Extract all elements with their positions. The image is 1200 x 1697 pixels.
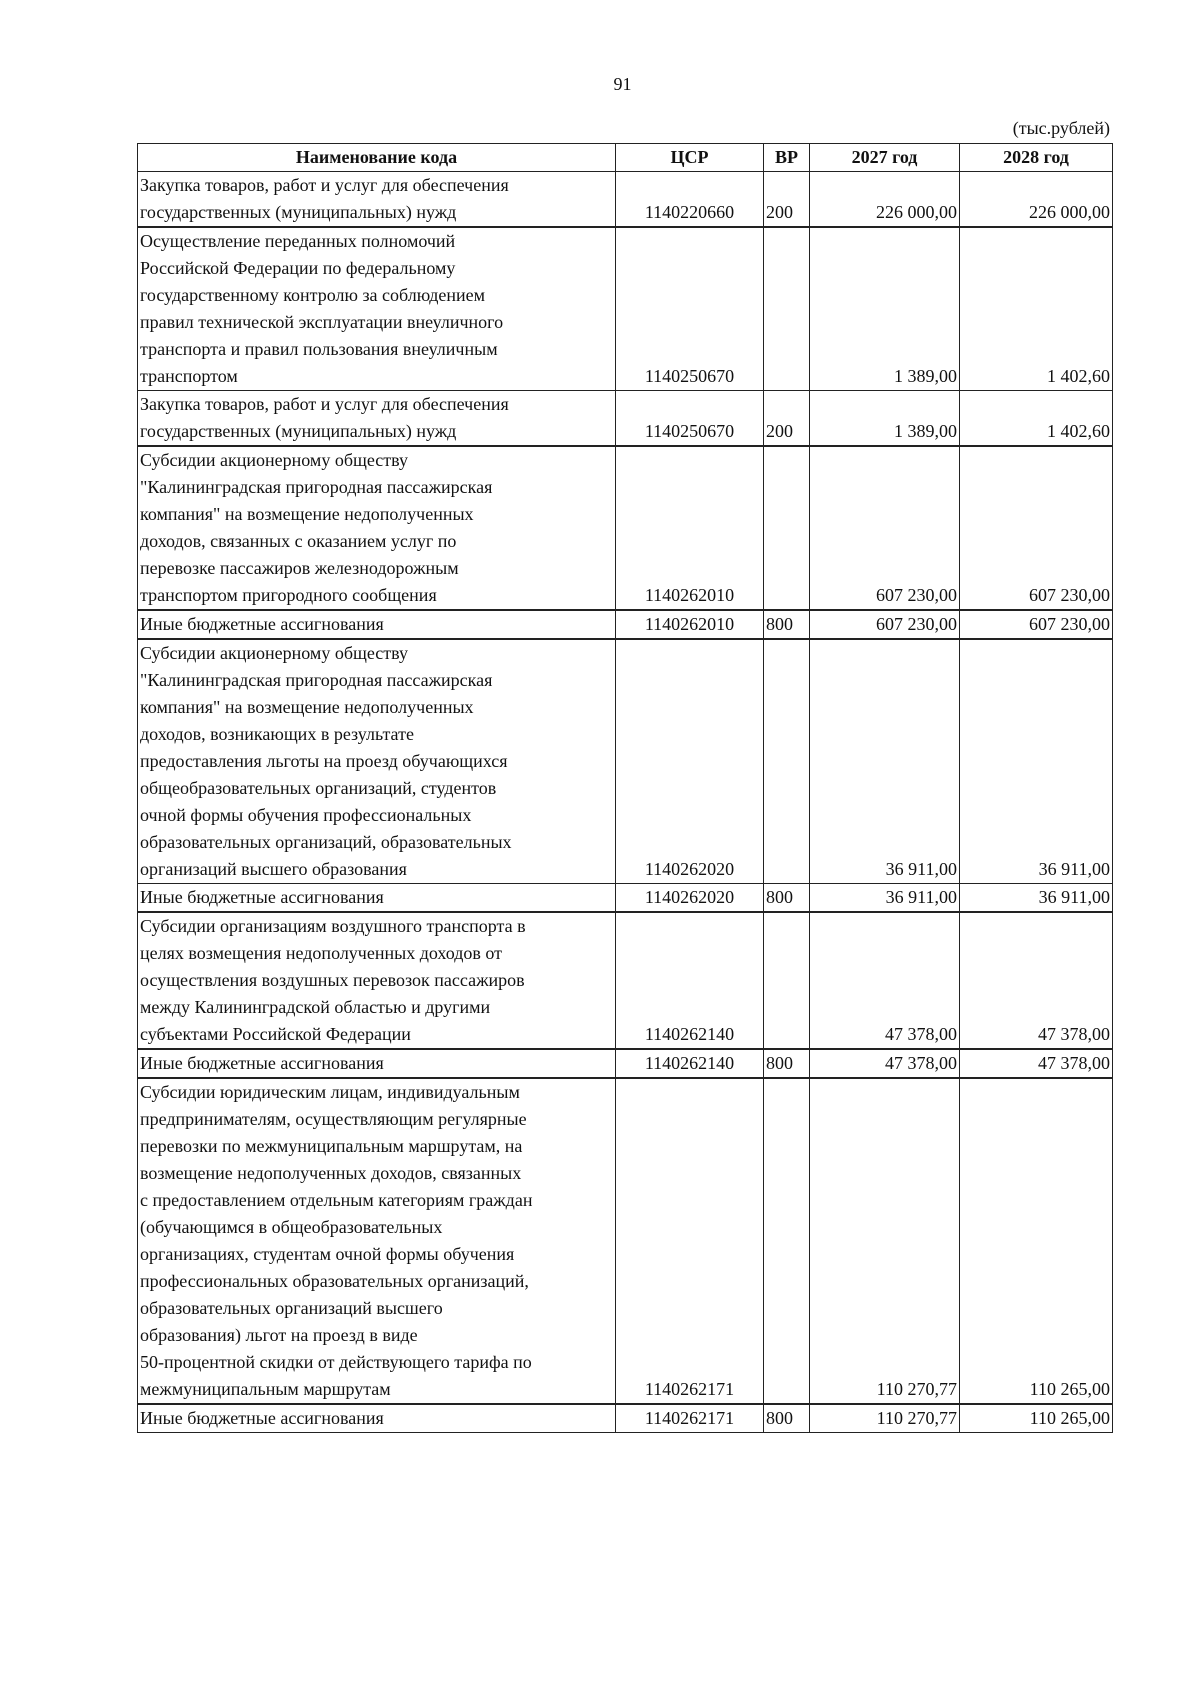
table-row bbox=[138, 610, 1113, 639]
row-2027: 36 911,00 bbox=[810, 639, 960, 884]
row-2027: 607 230,00 bbox=[810, 446, 960, 610]
row-name: Иные бюджетные ассигнования bbox=[138, 884, 616, 913]
table-row bbox=[138, 884, 1113, 913]
row-2027: 110 270,77 bbox=[810, 1404, 960, 1433]
row-vr: 800 bbox=[764, 1049, 810, 1078]
row-2027: 36 911,00 bbox=[810, 884, 960, 913]
row-2028: 226 000,00 bbox=[960, 172, 1113, 228]
row-csr: 1140220660 bbox=[616, 172, 764, 228]
row-2027: 110 270,77 bbox=[810, 1078, 960, 1404]
row-2028: 47 378,00 bbox=[960, 912, 1113, 1049]
row-name: Закупка товаров, работ и услуг для обеспечения государственных (муниципальных) нужд bbox=[138, 391, 616, 447]
units-note: (тыс.рублей) bbox=[1012, 118, 1110, 138]
row-csr: 1140262171 bbox=[616, 1404, 764, 1433]
table-row bbox=[138, 639, 1113, 884]
row-csr: 1140262140 bbox=[616, 912, 764, 1049]
table-row bbox=[138, 227, 1113, 391]
row-vr bbox=[764, 1078, 810, 1404]
row-2028: 36 911,00 bbox=[960, 639, 1113, 884]
row-2028: 47 378,00 bbox=[960, 1049, 1113, 1078]
row-vr bbox=[764, 446, 810, 610]
row-2028: 607 230,00 bbox=[960, 610, 1113, 639]
row-2027: 226 000,00 bbox=[810, 172, 960, 228]
row-2027: 47 378,00 bbox=[810, 912, 960, 1049]
table-row bbox=[138, 446, 1113, 610]
row-csr: 1140250670 bbox=[616, 227, 764, 391]
header-csr: ЦСР bbox=[616, 144, 764, 172]
row-2028: 110 265,00 bbox=[960, 1078, 1113, 1404]
row-name: Иные бюджетные ассигнования bbox=[138, 610, 616, 639]
row-name: Закупка товаров, работ и услуг для обеспечения государственных (муниципальных) нужд bbox=[138, 172, 616, 228]
row-vr bbox=[764, 639, 810, 884]
row-name: Субсидии акционерному обществу "Калининградская пригородная пассажирская компания" на возмещение недополученных доходов, возникающих в результате предоставления льготы на проезд обучающихся общеобразовательных организаций, студентов очной формы обучения профессиональных образовательных организаций, образовательных организаций высшего образования bbox=[138, 639, 616, 884]
row-name: Иные бюджетные ассигнования bbox=[138, 1049, 616, 1078]
table-row bbox=[138, 1049, 1113, 1078]
row-2028: 1 402,60 bbox=[960, 391, 1113, 447]
table-row bbox=[138, 391, 1113, 447]
header-vr: ВР bbox=[764, 144, 810, 172]
row-2028: 1 402,60 bbox=[960, 227, 1113, 391]
row-csr: 1140262140 bbox=[616, 1049, 764, 1078]
row-name: Субсидии организациям воздушного транспорта в целях возмещения недополученных доходов от осуществления воздушных перевозок пассажиров между Калининградской областью и другими субъектами Российской Федерации bbox=[138, 912, 616, 1049]
row-csr: 1140250670 bbox=[616, 391, 764, 447]
row-name: Субсидии юридическим лицам, индивидуальным предпринимателям, осуществляющим регулярные перевозки по межмуниципальным маршрутам, на возмещение недополученных доходов, связанных с предоставлением отдельным категориям граждан (обучающимся в общеобразовательных организациях, студентам очной формы обучения профессиональных образовательных организаций, образовательных организаций высшего образования) льгот на проезд в виде 50-процентной скидки от действующего тарифа по межмуниципальным маршрутам bbox=[138, 1078, 616, 1404]
row-csr: 1140262020 bbox=[616, 884, 764, 913]
table-row bbox=[138, 1404, 1113, 1433]
row-name: Субсидии акционерному обществу "Калининградская пригородная пассажирская компания" на возмещение недополученных доходов, связанных с оказанием услуг по перевозке пассажиров железнодорожным транспортом пригородного сообщения bbox=[138, 446, 616, 610]
row-vr bbox=[764, 227, 810, 391]
row-vr bbox=[764, 912, 810, 1049]
row-2027: 1 389,00 bbox=[810, 227, 960, 391]
row-vr: 800 bbox=[764, 884, 810, 913]
row-2028: 607 230,00 bbox=[960, 446, 1113, 610]
budget-table bbox=[137, 143, 1113, 1433]
row-2028: 36 911,00 bbox=[960, 884, 1113, 913]
row-vr: 800 bbox=[764, 610, 810, 639]
row-vr: 200 bbox=[764, 172, 810, 228]
row-2027: 1 389,00 bbox=[810, 391, 960, 447]
row-name: Иные бюджетные ассигнования bbox=[138, 1404, 616, 1433]
page-number: 91 bbox=[613, 74, 632, 94]
table-row bbox=[138, 1078, 1113, 1404]
row-name: Осуществление переданных полномочий Российской Федерации по федеральному государственному контролю за соблюдением правил технической эксплуатации внеуличного транспорта и правил пользования внеуличным транспортом bbox=[138, 227, 616, 391]
row-2028: 110 265,00 bbox=[960, 1404, 1113, 1433]
table-header-row bbox=[138, 144, 1113, 172]
row-csr: 1140262171 bbox=[616, 1078, 764, 1404]
table-row bbox=[138, 172, 1113, 228]
row-csr: 1140262020 bbox=[616, 639, 764, 884]
table-row bbox=[138, 912, 1113, 1049]
row-2027: 607 230,00 bbox=[810, 610, 960, 639]
row-vr: 200 bbox=[764, 391, 810, 447]
row-csr: 1140262010 bbox=[616, 446, 764, 610]
header-2028: 2028 год bbox=[960, 144, 1113, 172]
header-name: Наименование кода bbox=[138, 144, 616, 172]
row-2027: 47 378,00 bbox=[810, 1049, 960, 1078]
header-2027: 2027 год bbox=[810, 144, 960, 172]
row-vr: 800 bbox=[764, 1404, 810, 1433]
row-csr: 1140262010 bbox=[616, 610, 764, 639]
